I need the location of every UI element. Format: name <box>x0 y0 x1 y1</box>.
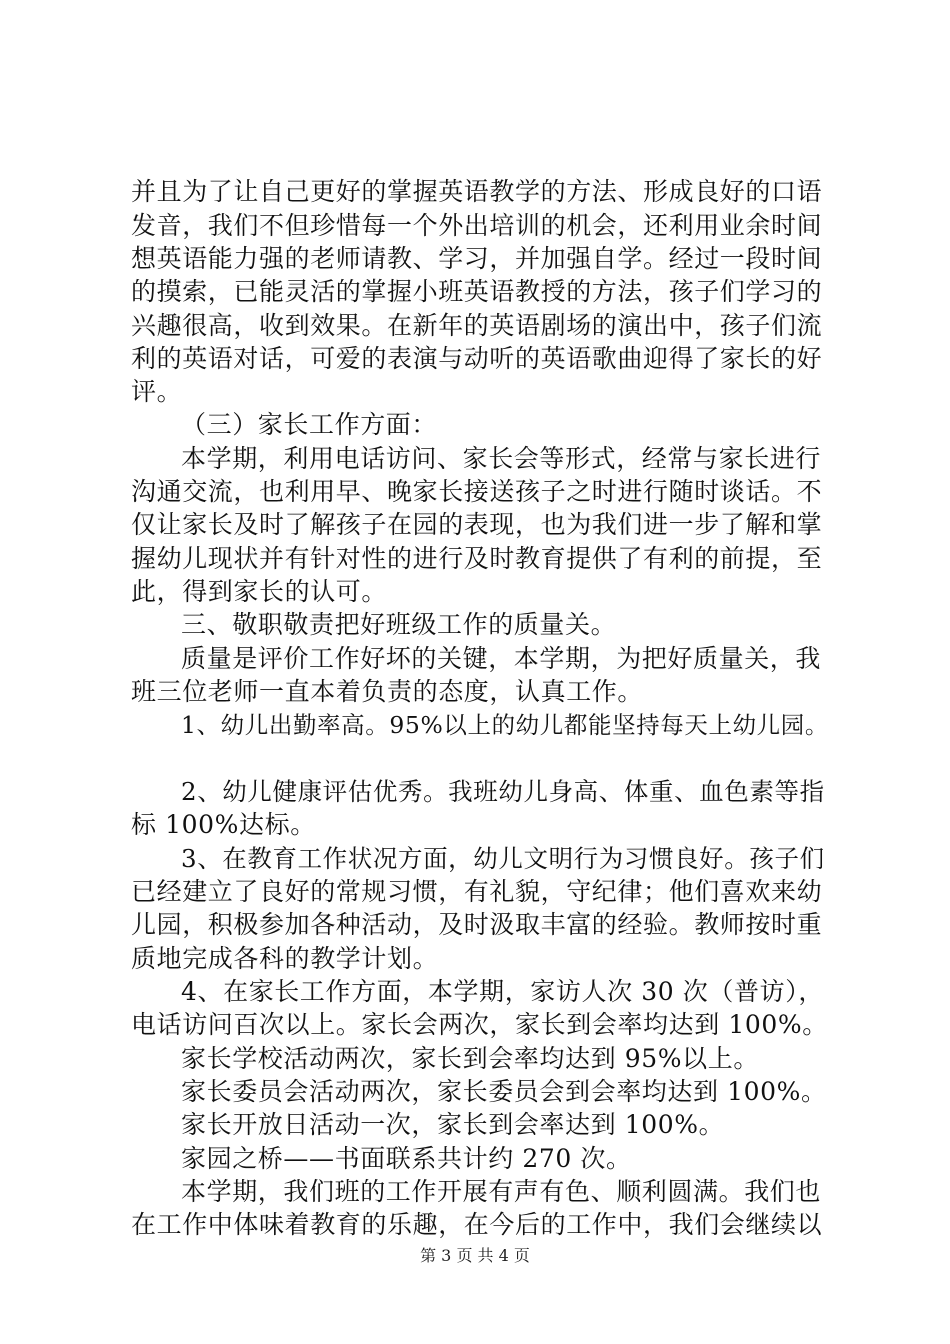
paragraph-line: 本学期，利用电话访问、家长会等形式，经常与家长进行 <box>181 444 822 473</box>
paragraph-line: 兴趣很高，收到效果。在新年的英语剧场的演出中，孩子们流 <box>131 311 823 340</box>
section-heading: 三、敬职敬责把好班级工作的质量关。 <box>181 610 617 639</box>
paragraph-line: 发音，我们不但珍惜每一个外出培训的机会，还利用业余时间 <box>131 211 823 240</box>
section-heading: （三）家长工作方面： <box>181 410 438 439</box>
paragraph-line: 家长委员会活动两次，家长委员会到会率均达到 100%。 <box>181 1077 827 1106</box>
list-item: 2、幼儿健康评估优秀。我班幼儿身高、体重、血色素等指 <box>181 777 825 806</box>
paragraph-line: 评。 <box>131 377 183 406</box>
paragraph-line: 沟通交流，也利用早、晚家长接送孩子之时进行随时谈话。不 <box>131 477 823 506</box>
paragraph-line: 的摸索，已能灵活的掌握小班英语教授的方法，孩子们学习的 <box>131 277 823 306</box>
paragraph-line: 班三位老师一直本着负责的态度，认真工作。 <box>131 677 644 706</box>
paragraph-line: 质地完成各科的教学计划。 <box>131 944 439 973</box>
page-number-footer: 第 3 页 共 4 页 <box>420 1246 530 1265</box>
paragraph-line: 本学期，我们班的工作开展有声有色、顺利圆满。我们也 <box>181 1177 822 1206</box>
paragraph-line: 儿园，积极参加各种活动，及时汲取丰富的经验。教师按时重 <box>131 910 823 939</box>
paragraph-line: 标 100%达标。 <box>131 810 316 839</box>
paragraph-line: 仅让家长及时了解孩子在园的表现，也为我们进一步了解和掌 <box>131 510 823 539</box>
paragraph-line: 家长学校活动两次，家长到会率均达到 95%以上。 <box>181 1044 759 1073</box>
paragraph-line: 在工作中体味着教育的乐趣，在今后的工作中，我们会继续以 <box>131 1210 823 1239</box>
paragraph-line: 并且为了让自己更好的掌握英语教学的方法、形成良好的口语 <box>131 177 823 206</box>
paragraph-line: 家园之桥——书面联系共计约 270 次。 <box>181 1144 632 1173</box>
paragraph-line: 家长开放日活动一次，家长到会率达到 100%。 <box>181 1110 725 1139</box>
list-item: 3、在教育工作状况方面，幼儿文明行为习惯良好。孩子们 <box>181 844 825 873</box>
paragraph-line: 此，得到家长的认可。 <box>131 577 388 606</box>
paragraph-line: 已经建立了良好的常规习惯，有礼貌，守纪律；他们喜欢来幼 <box>131 877 823 906</box>
paragraph-line: 握幼儿现状并有针对性的进行及时教育提供了有利的前提，至 <box>131 544 823 573</box>
paragraph-line: 质量是评价工作好坏的关键，本学期，为把好质量关，我 <box>181 644 822 673</box>
paragraph-line: 利的英语对话，可爱的表演与动听的英语歌曲迎得了家长的好 <box>131 344 823 373</box>
paragraph-line: 电话访问百次以上。家长会两次，家长到会率均达到 100%。 <box>131 1010 828 1039</box>
list-item: 4、在家长工作方面，本学期，家访人次 30 次（普访）， <box>181 977 824 1006</box>
paragraph-line: 想英语能力强的老师请教、学习，并加强自学。经过一段时间 <box>131 244 823 273</box>
list-item: 1、幼儿出勤率高。95%以上的幼儿都能坚持每天上幼儿园。 <box>181 711 829 739</box>
